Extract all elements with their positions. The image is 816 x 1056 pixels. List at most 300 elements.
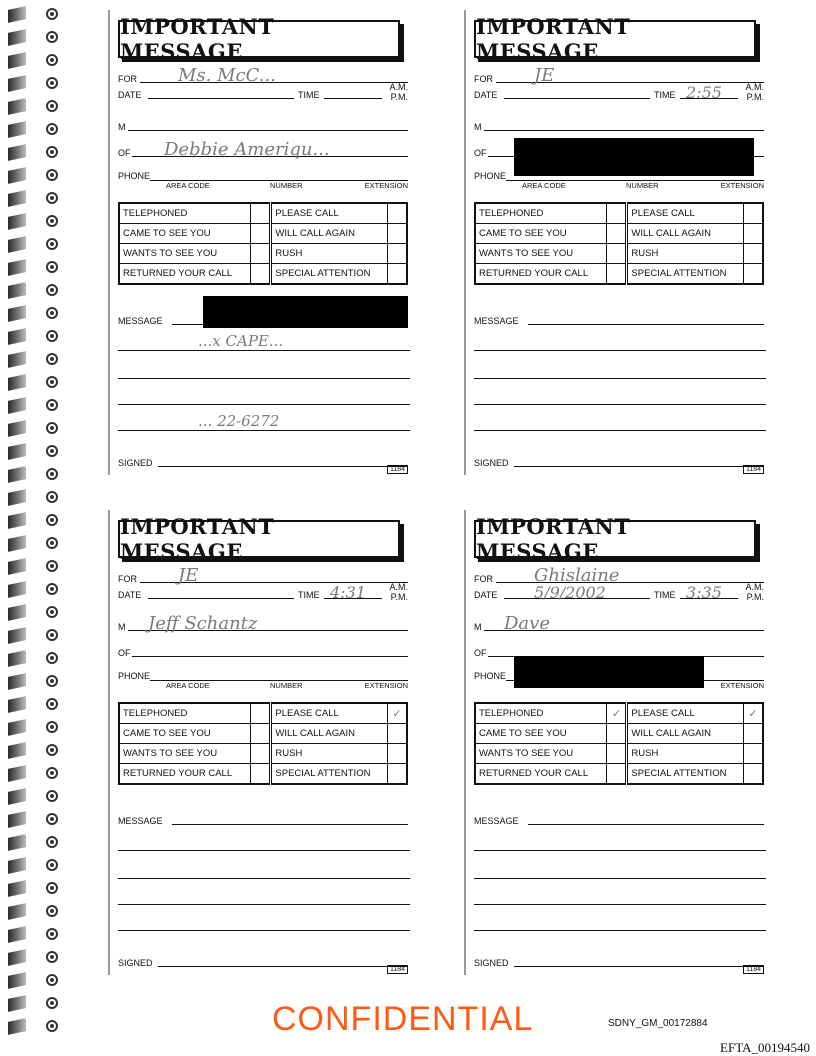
slip-title: IMPORTANT MESSAGE	[474, 20, 756, 58]
spiral-ring	[8, 144, 26, 161]
check-row	[119, 264, 407, 285]
punch-hole	[46, 491, 58, 503]
please-call-checkbox	[388, 203, 408, 224]
punch-hole	[46, 882, 58, 894]
wants-checkbox	[251, 744, 271, 764]
date-time-row	[474, 82, 764, 102]
signed-row	[474, 950, 764, 970]
form-number: 1184	[387, 965, 408, 974]
came-checkbox	[607, 224, 627, 244]
redaction-block	[203, 296, 408, 328]
time-label: TIME	[654, 590, 676, 600]
spiral-ring	[8, 121, 26, 138]
phone-row	[118, 665, 408, 691]
of-row	[118, 140, 408, 160]
time-label: TIME	[298, 590, 320, 600]
m-row	[118, 614, 408, 634]
m-row	[118, 114, 408, 134]
m-label: M	[474, 622, 482, 632]
time-label: TIME	[298, 90, 320, 100]
punch-hole	[46, 675, 58, 687]
came-checkbox	[251, 224, 271, 244]
message-line	[118, 430, 410, 431]
area-code-label: AREA CODE	[166, 181, 210, 190]
returned-checkbox	[251, 764, 271, 785]
rush-label: RUSH	[271, 744, 388, 764]
spiral-ring	[8, 604, 26, 621]
signed-line	[158, 466, 408, 467]
returned-your-call-label: RETURNED YOUR CALL	[119, 264, 251, 285]
punch-hole	[46, 606, 58, 618]
spiral-ring	[8, 696, 26, 713]
phone-label: PHONE	[118, 671, 151, 681]
bates-number: SDNY_GM_00172884	[608, 1018, 708, 1029]
punch-hole	[46, 1020, 58, 1032]
check-row	[119, 764, 407, 785]
form-number: 1184	[743, 965, 764, 974]
signed-label: SIGNED	[118, 958, 153, 968]
check-table	[118, 202, 408, 285]
date-time-row	[118, 82, 408, 102]
extension-label: EXTENSION	[720, 681, 764, 690]
slip-title: IMPORTANT MESSAGE	[118, 20, 400, 58]
spiral-ring	[8, 972, 26, 989]
spiral-ring	[8, 167, 26, 184]
check-table	[474, 702, 764, 785]
returned-your-call-label: RETURNED YOUR CALL	[119, 764, 251, 785]
returned-your-call-label: RETURNED YOUR CALL	[475, 264, 607, 285]
confidential-stamp: CONFIDENTIAL	[272, 1000, 534, 1038]
m-value: Dave	[504, 613, 550, 634]
message-line	[118, 930, 410, 931]
punch-hole	[46, 928, 58, 940]
m-label: M	[474, 122, 482, 132]
rush-checkbox	[744, 244, 764, 264]
m-line	[128, 130, 408, 131]
punch-hole	[46, 8, 58, 20]
spiral-binding	[0, 0, 80, 1056]
punch-hole	[46, 974, 58, 986]
am-pm-label: A.M. P.M.	[745, 82, 764, 102]
returned-checkbox	[251, 264, 271, 285]
telephoned-checkbox	[607, 203, 627, 224]
special-attention-label: SPECIAL ATTENTION	[271, 764, 388, 785]
message-line	[118, 404, 410, 405]
message-slip-3	[108, 510, 416, 975]
message-line	[474, 878, 766, 879]
message-line	[528, 324, 764, 325]
spiral-ring	[8, 1018, 26, 1035]
will-call-again-label: WILL CALL AGAIN	[627, 724, 744, 744]
m-label: M	[118, 122, 126, 132]
date-value: 5/9/2002	[534, 583, 606, 602]
spiral-ring	[8, 190, 26, 207]
spiral-ring	[8, 788, 26, 805]
will-call-checkbox	[744, 724, 764, 744]
message-row	[474, 808, 764, 828]
check-row	[119, 703, 407, 724]
message-line	[474, 430, 766, 431]
of-value: Debbie Ameriqu...	[164, 139, 330, 160]
message-line	[118, 378, 410, 379]
check-row	[475, 744, 763, 764]
punch-hole	[46, 261, 58, 273]
check-row	[475, 244, 763, 264]
message-line	[474, 930, 766, 931]
punch-hole	[46, 54, 58, 66]
check-row	[475, 224, 763, 244]
spiral-ring	[8, 535, 26, 552]
check-table	[118, 702, 408, 785]
punch-hole	[46, 583, 58, 595]
spiral-ring	[8, 765, 26, 782]
form-number: 1184	[743, 465, 764, 474]
telephoned-checkbox	[251, 203, 271, 224]
punch-hole	[46, 100, 58, 112]
slip-title: IMPORTANT MESSAGE	[474, 520, 756, 558]
spiral-ring	[8, 995, 26, 1012]
message-row	[474, 308, 764, 328]
punch-hole	[46, 560, 58, 572]
for-label: FOR	[118, 574, 137, 584]
date-time-row	[118, 582, 408, 602]
rush-label: RUSH	[271, 244, 388, 264]
number-label: NUMBER	[626, 181, 659, 190]
spiral-ring	[8, 397, 26, 414]
punch-hole	[46, 238, 58, 250]
m-row	[474, 114, 764, 134]
m-row	[474, 614, 764, 634]
spiral-ring	[8, 627, 26, 644]
special-attention-label: SPECIAL ATTENTION	[271, 264, 388, 285]
spiral-ring	[8, 811, 26, 828]
signed-label: SIGNED	[474, 458, 509, 468]
will-call-checkbox	[388, 224, 408, 244]
please-call-label: PLEASE CALL	[627, 203, 744, 224]
slip-edge	[108, 10, 110, 475]
wants-to-see-you-label: WANTS TO SEE YOU	[119, 744, 251, 764]
of-label: OF	[118, 148, 131, 158]
spiral-ring	[8, 213, 26, 230]
spiral-ring	[8, 259, 26, 276]
spiral-ring	[8, 374, 26, 391]
check-row	[475, 264, 763, 285]
spiral-ring	[8, 443, 26, 460]
message-line	[474, 850, 766, 851]
spiral-ring	[8, 926, 26, 943]
rush-checkbox	[744, 744, 764, 764]
of-row	[118, 640, 408, 660]
message-label: MESSAGE	[474, 816, 519, 826]
extension-label: EXTENSION	[364, 181, 408, 190]
message-slip-2	[464, 10, 772, 475]
signed-row	[118, 450, 408, 470]
message-label: MESSAGE	[118, 816, 163, 826]
punch-hole	[46, 744, 58, 756]
date-label: DATE	[474, 90, 498, 100]
wants-checkbox	[607, 244, 627, 264]
message-line	[474, 378, 766, 379]
form-number: 1184	[387, 465, 408, 474]
extension-label: EXTENSION	[720, 181, 764, 190]
special-attention-label: SPECIAL ATTENTION	[627, 264, 744, 285]
please-call-label: PLEASE CALL	[627, 703, 744, 724]
spiral-ring	[8, 719, 26, 736]
punch-hole	[46, 905, 58, 917]
spiral-ring	[8, 512, 26, 529]
redaction-block	[514, 138, 754, 176]
special-checkbox	[388, 764, 408, 785]
slip-edge	[464, 10, 466, 475]
spiral-ring	[8, 834, 26, 851]
came-to-see-you-label: CAME TO SEE YOU	[119, 724, 251, 744]
rush-label: RUSH	[627, 744, 744, 764]
check-row	[119, 244, 407, 264]
spiral-ring	[8, 98, 26, 115]
came-checkbox	[251, 724, 271, 744]
slip-edge	[108, 510, 110, 975]
number-label: NUMBER	[270, 681, 303, 690]
will-call-again-label: WILL CALL AGAIN	[627, 224, 744, 244]
message-line	[118, 878, 410, 879]
punch-hole	[46, 951, 58, 963]
telephoned-label: TELEPHONED	[119, 203, 251, 224]
telephoned-label: TELEPHONED	[475, 203, 607, 224]
punch-hole	[46, 767, 58, 779]
punch-hole	[46, 514, 58, 526]
will-call-checkbox	[744, 224, 764, 244]
punch-hole	[46, 330, 58, 342]
signed-line	[514, 966, 764, 967]
spiral-ring	[8, 351, 26, 368]
slip-title: IMPORTANT MESSAGE	[118, 520, 400, 558]
redaction-block	[514, 656, 704, 688]
message-line	[474, 350, 766, 351]
check-row	[475, 764, 763, 785]
spiral-ring	[8, 29, 26, 46]
please-call-checkbox: ✓	[388, 703, 408, 724]
special-attention-label: SPECIAL ATTENTION	[627, 764, 744, 785]
date-label: DATE	[118, 90, 142, 100]
message-line	[118, 850, 410, 851]
spiral-ring	[8, 6, 26, 23]
spiral-ring	[8, 489, 26, 506]
punch-hole	[46, 445, 58, 457]
rush-label: RUSH	[627, 244, 744, 264]
date-label: DATE	[118, 590, 142, 600]
message-label: MESSAGE	[474, 316, 519, 326]
punch-hole	[46, 123, 58, 135]
time-label: TIME	[654, 90, 676, 100]
came-checkbox	[607, 724, 627, 744]
date-line	[504, 98, 650, 99]
will-call-checkbox	[388, 724, 408, 744]
punch-hole	[46, 537, 58, 549]
message-line	[172, 824, 408, 825]
rush-checkbox	[388, 244, 408, 264]
check-row	[119, 224, 407, 244]
check-table	[474, 202, 764, 285]
punch-hole	[46, 353, 58, 365]
punch-hole	[46, 399, 58, 411]
date-line	[148, 98, 294, 99]
came-to-see-you-label: CAME TO SEE YOU	[475, 724, 607, 744]
efta-number: EFTA_00194540	[720, 1040, 810, 1055]
spiral-ring	[8, 420, 26, 437]
area-code-label: AREA CODE	[522, 181, 566, 190]
time-value: 3:35	[686, 583, 722, 602]
will-call-again-label: WILL CALL AGAIN	[271, 724, 388, 744]
please-call-checkbox: ✓	[744, 703, 764, 724]
punch-hole	[46, 721, 58, 733]
m-line	[484, 130, 764, 131]
wants-checkbox	[607, 744, 627, 764]
punch-hole	[46, 169, 58, 181]
signed-label: SIGNED	[474, 958, 509, 968]
message-line	[474, 404, 766, 405]
spiral-ring	[8, 949, 26, 966]
please-call-label: PLEASE CALL	[271, 703, 388, 724]
spiral-ring	[8, 282, 26, 299]
signed-row	[474, 450, 764, 470]
punch-hole	[46, 836, 58, 848]
for-label: FOR	[474, 74, 493, 84]
m-label: M	[118, 622, 126, 632]
returned-your-call-label: RETURNED YOUR CALL	[475, 764, 607, 785]
for-label: FOR	[118, 74, 137, 84]
date-line	[148, 598, 294, 599]
signed-label: SIGNED	[118, 458, 153, 468]
spiral-ring	[8, 466, 26, 483]
check-row	[119, 744, 407, 764]
message-line	[118, 350, 410, 351]
wants-checkbox	[251, 244, 271, 264]
time-value: 4:31	[330, 583, 366, 602]
of-label: OF	[474, 148, 487, 158]
signed-line	[158, 966, 408, 967]
of-label: OF	[474, 648, 487, 658]
check-row	[475, 203, 763, 224]
spiral-ring	[8, 857, 26, 874]
spiral-ring	[8, 903, 26, 920]
punch-hole	[46, 698, 58, 710]
signed-line	[514, 466, 764, 467]
check-row	[119, 203, 407, 224]
for-value: Ms. McC...	[178, 65, 276, 86]
message-line	[474, 904, 766, 905]
am-pm-label: A.M. P.M.	[389, 82, 408, 102]
spiral-ring	[8, 558, 26, 575]
spiral-ring	[8, 236, 26, 253]
punch-hole	[46, 629, 58, 641]
punch-hole	[46, 813, 58, 825]
special-checkbox	[388, 264, 408, 285]
wants-to-see-you-label: WANTS TO SEE YOU	[475, 244, 607, 264]
date-time-row	[474, 582, 764, 602]
spiral-ring	[8, 880, 26, 897]
telephoned-checkbox	[251, 703, 271, 724]
punch-hole	[46, 307, 58, 319]
phone-label: PHONE	[118, 171, 151, 181]
punch-hole	[46, 652, 58, 664]
please-call-label: PLEASE CALL	[271, 203, 388, 224]
please-call-checkbox	[744, 203, 764, 224]
check-row	[475, 703, 763, 724]
for-value: JE	[534, 65, 555, 86]
punch-hole	[46, 146, 58, 158]
of-label: OF	[118, 648, 131, 658]
spiral-ring	[8, 742, 26, 759]
spiral-ring	[8, 328, 26, 345]
returned-checkbox	[607, 264, 627, 285]
punch-hole	[46, 790, 58, 802]
wants-to-see-you-label: WANTS TO SEE YOU	[475, 744, 607, 764]
spiral-ring	[8, 75, 26, 92]
punch-hole	[46, 215, 58, 227]
am-pm-label: A.M. P.M.	[745, 582, 764, 602]
check-row	[475, 724, 763, 744]
message-line	[118, 904, 410, 905]
spiral-ring	[8, 673, 26, 690]
of-line	[132, 656, 408, 657]
number-label: NUMBER	[270, 181, 303, 190]
punch-hole	[46, 859, 58, 871]
punch-hole	[46, 284, 58, 296]
punch-hole	[46, 31, 58, 43]
telephoned-checkbox: ✓	[607, 703, 627, 724]
rush-checkbox	[388, 744, 408, 764]
message-text-4: ... 22-6272	[198, 412, 280, 430]
came-to-see-you-label: CAME TO SEE YOU	[475, 224, 607, 244]
telephoned-label: TELEPHONED	[119, 703, 251, 724]
spiral-ring	[8, 650, 26, 667]
message-line	[528, 824, 764, 825]
wants-to-see-you-label: WANTS TO SEE YOU	[119, 244, 251, 264]
for-value: Ghislaine	[534, 565, 620, 586]
message-text-1: ...x CAPE...	[198, 332, 284, 350]
spiral-ring	[8, 581, 26, 598]
message-row	[118, 808, 408, 828]
for-label: FOR	[474, 574, 493, 584]
spiral-ring	[8, 305, 26, 322]
special-checkbox	[744, 764, 764, 785]
returned-checkbox	[607, 764, 627, 785]
special-checkbox	[744, 264, 764, 285]
message-slip-1	[108, 10, 416, 475]
spiral-ring	[8, 52, 26, 69]
check-row	[119, 724, 407, 744]
punch-hole	[46, 468, 58, 480]
m-value: Jeff Schantz	[148, 613, 258, 634]
punch-hole	[46, 422, 58, 434]
punch-hole	[46, 376, 58, 388]
phone-label: PHONE	[474, 671, 507, 681]
punch-hole	[46, 997, 58, 1009]
message-slip-4	[464, 510, 772, 975]
time-line	[324, 98, 382, 99]
for-value: JE	[178, 565, 199, 586]
punch-hole	[46, 192, 58, 204]
time-value: 2:55	[686, 83, 722, 102]
am-pm-label: A.M. P.M.	[389, 582, 408, 602]
area-code-label: AREA CODE	[166, 681, 210, 690]
came-to-see-you-label: CAME TO SEE YOU	[119, 224, 251, 244]
signed-row	[118, 950, 408, 970]
extension-label: EXTENSION	[364, 681, 408, 690]
message-label: MESSAGE	[118, 316, 163, 326]
telephoned-label: TELEPHONED	[475, 703, 607, 724]
phone-row	[118, 165, 408, 191]
